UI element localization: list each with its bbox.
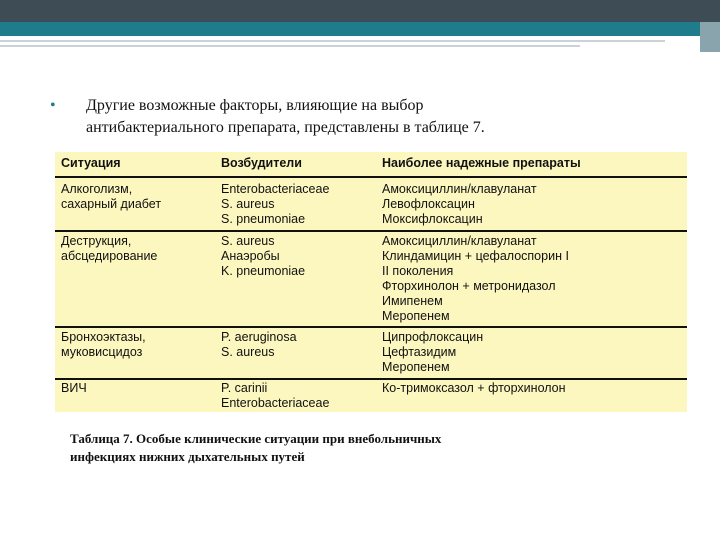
bullet-line-1: Другие возможные факторы, влияющие на выбор xyxy=(86,97,424,114)
drug-cell: Фторхинолон + метронидазол xyxy=(382,279,556,293)
bullet-point xyxy=(50,95,650,139)
bullet-text xyxy=(86,95,626,139)
divider-line-2 xyxy=(0,45,580,47)
drug-cell: Ципрофлоксацин xyxy=(382,330,484,344)
bullet-dot-icon: • xyxy=(50,97,56,114)
corner-decoration xyxy=(700,22,720,52)
drug-cell: Моксифлоксацин xyxy=(382,212,483,226)
drug-cell: Левофлоксацин xyxy=(382,197,475,211)
drug-cell: Меропенем xyxy=(382,360,450,374)
pathogen-cell: S. aureus xyxy=(221,345,275,359)
pathogen-cell: S. pneumoniae xyxy=(221,212,306,226)
divider-line-1 xyxy=(0,40,665,42)
drug-cell: Амоксициллин/клавуланат xyxy=(382,234,537,248)
pathogen-cell: Анаэробы xyxy=(221,249,280,263)
pathogen-cell: P. carinii xyxy=(221,381,268,395)
table-separator xyxy=(55,326,687,328)
drug-cell: Меропенем xyxy=(382,309,450,323)
table-separator xyxy=(55,230,687,232)
drug-cell: Клиндамицин + цефалоспорин I xyxy=(382,249,569,263)
table-separator xyxy=(55,378,687,380)
pathogen-cell: Enterobacteriaceae xyxy=(221,396,330,410)
table-separator xyxy=(55,176,687,178)
drug-cell: Имипенем xyxy=(382,294,443,308)
caption-line-1: Таблица 7. Особые клинические ситуации при внебольничных xyxy=(70,431,442,446)
pathogen-cell: Enterobacteriaceae xyxy=(221,182,330,196)
pathogen-cell: P. aeruginosa xyxy=(221,330,297,344)
table-7 xyxy=(55,152,687,412)
bullet-line-2: антибактериального препарата, представлены в таблице 7. xyxy=(86,119,485,136)
caption-line-2: инфекциях нижних дыхательных путей xyxy=(70,449,305,464)
situation-cell: ВИЧ xyxy=(61,381,87,395)
situation-cell: Деструкция, xyxy=(61,234,132,248)
title-bar-accent xyxy=(0,22,720,36)
header-pathogens: Возбудители xyxy=(221,156,302,170)
drug-cell: Ко-тримоксазол + фторхинолон xyxy=(382,381,566,395)
pathogen-cell: K. pneumoniae xyxy=(221,264,306,278)
table-caption xyxy=(70,430,630,466)
header-drugs: Наиболее надежные препараты xyxy=(382,156,581,170)
situation-cell: муковисцидоз xyxy=(61,345,143,359)
drug-cell: Цефтазидим xyxy=(382,345,457,359)
situation-cell: Бронхоэктазы, xyxy=(61,330,146,344)
situation-cell: Алкоголизм, xyxy=(61,182,133,196)
drug-cell: Амоксициллин/клавуланат xyxy=(382,182,537,196)
situation-cell: сахарный диабет xyxy=(61,197,162,211)
pathogen-cell: S. aureus xyxy=(221,234,275,248)
header-situation: Ситуация xyxy=(61,156,121,170)
pathogen-cell: S. aureus xyxy=(221,197,275,211)
drug-cell: II поколения xyxy=(382,264,454,278)
title-bar-dark xyxy=(0,0,720,22)
situation-cell: абсцедирование xyxy=(61,249,158,263)
